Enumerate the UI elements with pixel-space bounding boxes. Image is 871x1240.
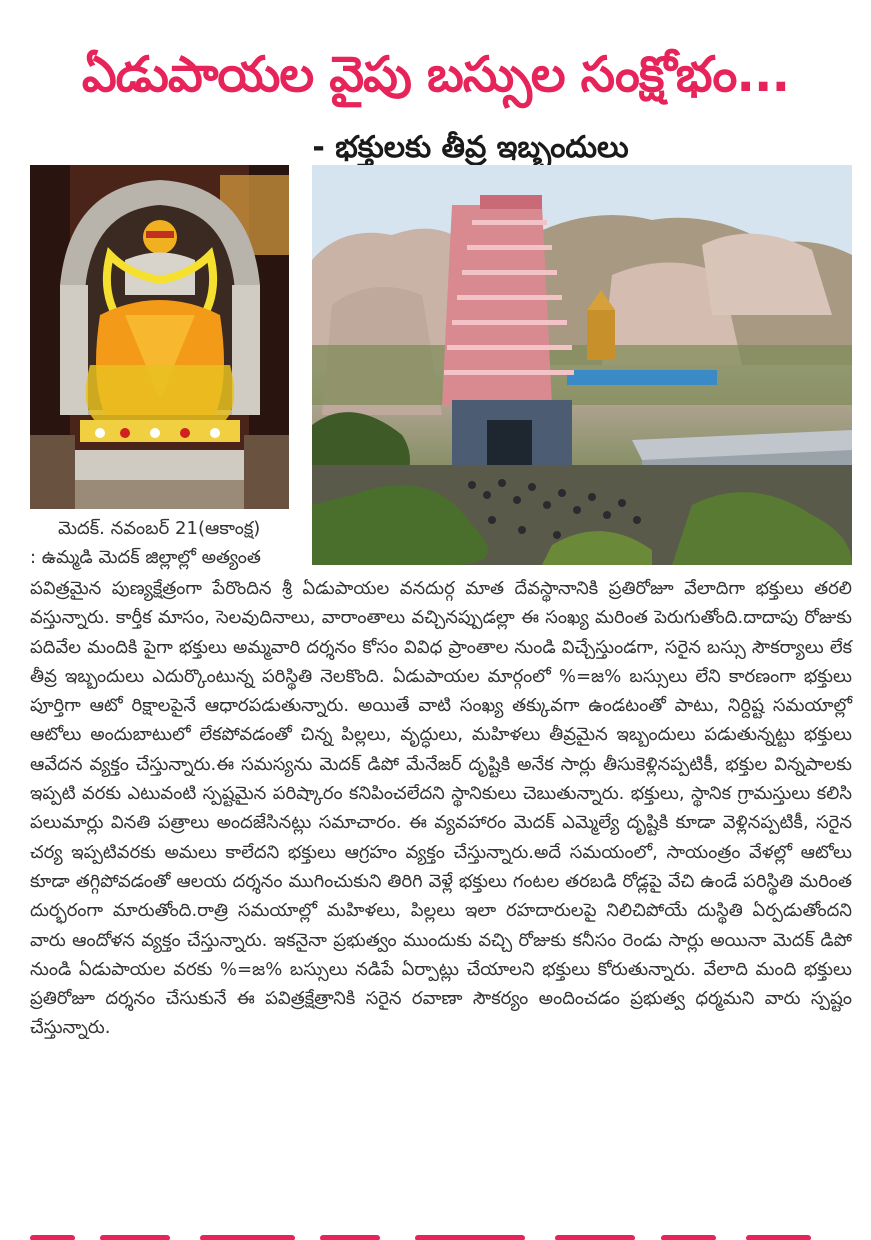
next-headline-strip [0, 1226, 871, 1240]
subheadline: - భక్తులకు తీవ్ర ఇబ్బందులు [312, 129, 629, 165]
temple-gopuram-photo [312, 165, 852, 565]
dateline: మెదక్. నవంబర్ 21(ఆకాంక్ష) [58, 518, 261, 539]
goddess-idol-photo [30, 165, 289, 509]
temple-gopuram-illustration [312, 165, 852, 565]
headline: ఏడుపాయల వైపు బస్సుల సంక్షోభం... [81, 45, 790, 103]
article-body: పవిత్రమైన పుణ్యక్షేత్రంగా పేరొందిన శ్రీ ఏడుపాయల వనదుర్గ మాత దేవస్థానానికి ప్రతిరోజూ వేలాదిగా భక్తులు తరలి వస్తున్నారు. కార్తీక మాసం, సెలవుదినాలు, వారాంతాలు వచ్చినప్పుడల్లా ఈ సంఖ్య మరింత పెరుగుతోంది.దాదాపు రోజుకు పదివేల మందికి పైగా భక్తులు అమ్మవారి దర్శనం కోసం వివిధ ప్రాంతాల నుండి విచ్చేస్తుండగా, సరైన బస్సు సౌకర్యాలు లేక తీవ్ర ఇబ్బందులు ఎదుర్కొంటున్న పరిస్థితి నెలకొంది. ఏడుపాయల మార్గంలో %=జ% బస్సులు లేని కారణంగా భక్తులు పూర్తిగా ఆటో రిక్షాలపైనే ఆధారపడుతున్నారు. అయితే వాటి సంఖ్య తక్కువగా ఉండటంతో పాటు, నిర్దిష్ట సమయాల్లో ఆటోలు అందుబాటులో లేకపోవడంతో చిన్న పిల్లలు, వృద్ధులు, మహిళలు తీవ్రమైన ఇబ్బందులు పడుతున్నట్టు భక్తులు ఆవేదన వ్యక్తం చేస్తున్నారు.ఈ సమస్యను మెదక్ డిపో మేనేజర్ దృష్టికి అనేక సార్లు తీసుకెళ్లినప్పటికీ, భక్తుల విన్నపాలకు ఇప్పటి వరకు ఎటువంటి స్పష్టమైన పరిష్కారం కనిపించలేదని స్థానికులు చెబుతున్నారు. భక్తులు, స్థానిక గ్రామస్తులు కలిసి పలుమార్లు వినతి పత్రాలు అందజేసినట్లు సమాచారం. ఈ వ్యవహారం మెదక్ ఎమ్మెల్యే దృష్టికి కూడా వెళ్లినప్పటికీ, సరైన చర్య ఇప్పటివరకు అమలు కాలేదని భక్తులు ఆగ్రహం వ్యక్తం చేస్తున్నారు.అదే సమయంలో, సాయంత్రం వేళల్లో ఆటోలు కూడా తగ్గిపోవడంతో ఆలయ దర్శనం ముగించుకుని తిరిగి వెళ్లే భక్తులు గంటల తరబడి రోడ్లపై వేచి ఉండే పరిస్థితి మరింత దుర్భరంగా మారుతోంది.రాత్రి సమయాల్లో మహిళలు, పిల్లలు ఇలా రహదారులపై నిలిచిపోయే దుస్థితి ఏర్పడుతోందని వారు ఆందోళన వ్యక్తం చేస్తున్నారు. ఇకనైనా ప్రభుత్వం ముందుకు వచ్చి రోజుకు కనీసం రెండు సార్లు అయినా మెదక్ డిపో నుండి ఏడుపాయల వరకు %=జ% బస్సులు నడిపే ఏర్పాట్లు చేయాలని భక్తులు కోరుతున్నారు. వేలాది మంది భక్తులు ప్రతిరోజూ దర్శనం చేసుకునే ఈ పవిత్రక్షేత్రానికి సరైన రవాణా సౌకర్యం అందించడం ప్రభుత్వ ధర్మమని వారు స్పష్టం చేస్తున్నారు. [30, 578, 852, 1039]
goddess-idol-illustration [30, 165, 289, 509]
article-lead: : ఉమ్మడి మెదక్ జిల్లాల్లో అత్యంత [30, 547, 261, 568]
